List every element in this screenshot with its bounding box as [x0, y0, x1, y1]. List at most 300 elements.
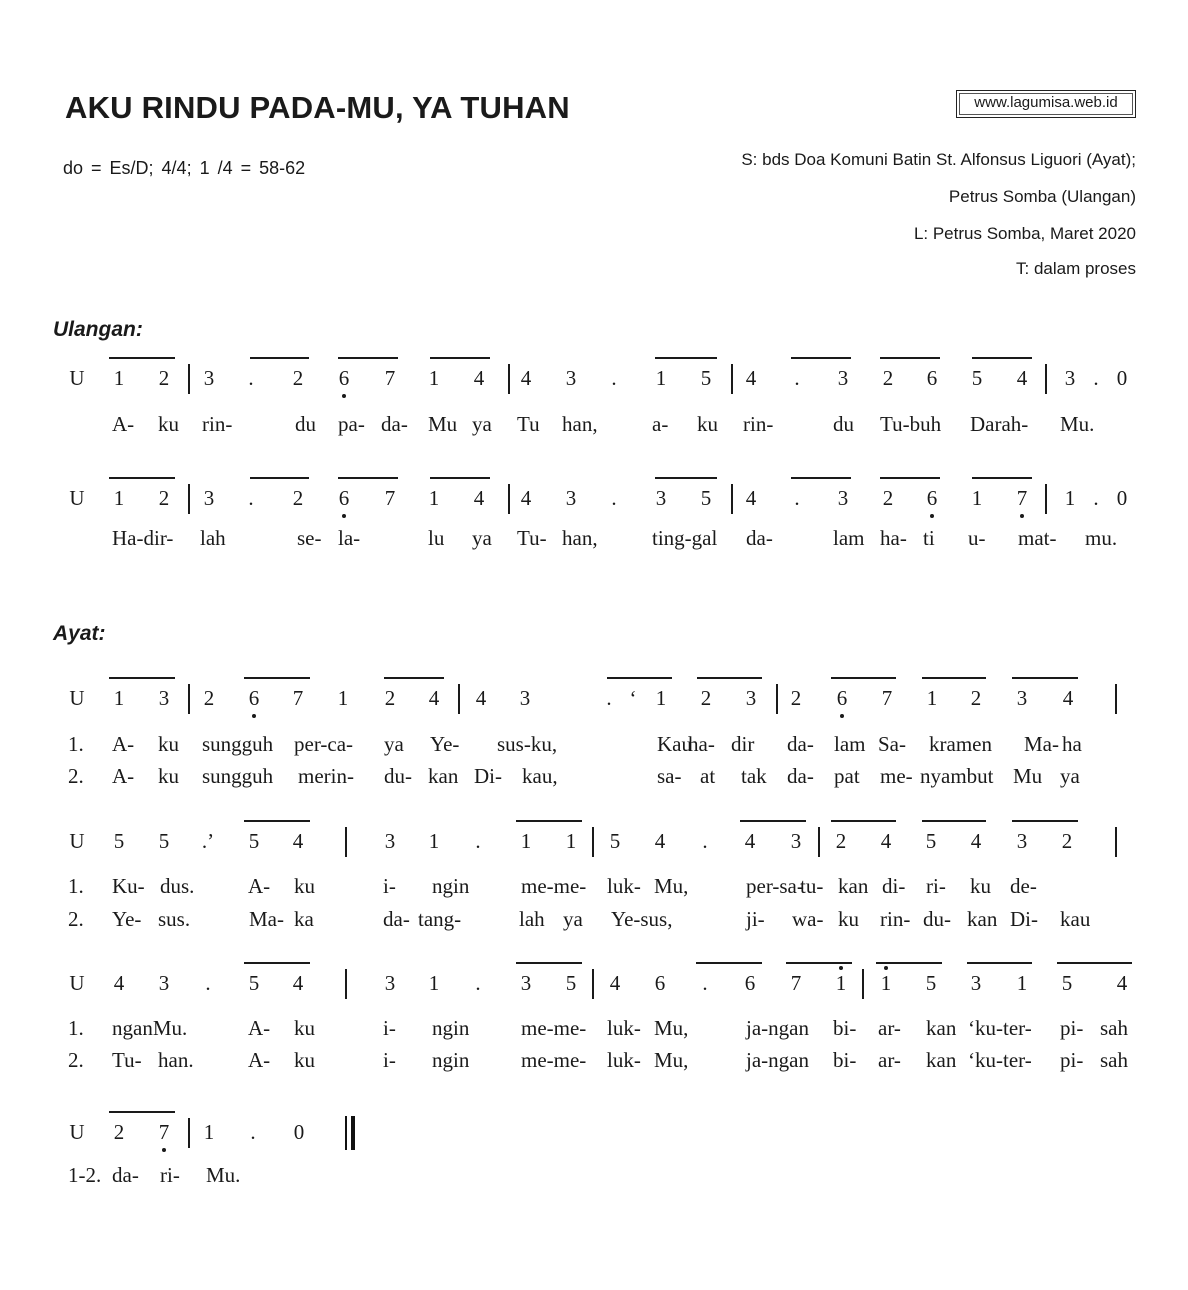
barline [345, 969, 347, 999]
octave-dot-low [252, 714, 256, 718]
note: . [606, 686, 612, 710]
beam-line [967, 962, 1032, 964]
lyric-syllable: da- [787, 764, 814, 788]
beam-line [1057, 962, 1132, 964]
lyric-syllable: i- [383, 1016, 396, 1040]
beam-line [109, 677, 175, 679]
lyric-syllable: sa- [657, 764, 682, 788]
note: 7 [292, 686, 304, 710]
note: 1 [337, 686, 349, 710]
note: 3 [837, 366, 849, 390]
lyric-syllable: wa- [792, 907, 824, 931]
note: 3 [203, 366, 215, 390]
lyric-syllable: Di- [474, 764, 502, 788]
octave-dot-low [342, 394, 346, 398]
note: U [69, 829, 85, 853]
lyric-syllable: ja-ngan [746, 1048, 809, 1072]
lyric-syllable: luk- [607, 1016, 641, 1040]
lyric-syllable: Mu, [654, 1016, 689, 1040]
verse-number: 1-2. [68, 1163, 102, 1187]
lyric-syllable: Tu- [112, 1048, 142, 1072]
octave-dot-low [342, 514, 346, 518]
lyric-syllable: bi- [833, 1048, 857, 1072]
octave-dot-low [1020, 514, 1024, 518]
note: 7 [790, 971, 802, 995]
lyric-syllable: di- [882, 874, 906, 898]
note: U [69, 366, 85, 390]
beam-line [516, 820, 582, 822]
note: 4 [292, 971, 304, 995]
note: 1 [835, 971, 847, 995]
lyric-syllable: kan [838, 874, 869, 898]
note: 6 [836, 686, 848, 710]
note: 1 [880, 971, 892, 995]
lyric-syllable: ri- [926, 874, 946, 898]
note: 3 [1064, 366, 1076, 390]
note: 3 [1016, 829, 1028, 853]
note: 5 [248, 829, 260, 853]
lyric-syllable: Mu, [654, 874, 689, 898]
lyric-syllable: me-me- [521, 874, 587, 898]
lyric-syllable: Tu [517, 412, 540, 436]
note: 3 [519, 686, 531, 710]
octave-dot-low [162, 1148, 166, 1152]
barline [731, 364, 733, 394]
beam-line [430, 357, 490, 359]
lyric-syllable: bi- [833, 1016, 857, 1040]
note: . [702, 971, 708, 995]
lyric-syllable: luk- [607, 1048, 641, 1072]
beam-line [876, 962, 942, 964]
lyric-syllable: kau [1060, 907, 1091, 931]
beam-line [244, 962, 310, 964]
verse-number: 2. [68, 764, 84, 788]
lyric-syllable: du [295, 412, 316, 436]
lyric-syllable: la- [338, 526, 361, 550]
note: 4 [520, 486, 532, 510]
lyric-syllable: lu [428, 526, 445, 550]
note: U [69, 971, 85, 995]
note: 5 [925, 971, 937, 995]
note: 3 [745, 686, 757, 710]
barline [776, 684, 778, 714]
note: 4 [428, 686, 440, 710]
lyric-syllable: Mu, [654, 1048, 689, 1072]
note: 5 [609, 829, 621, 853]
lyric-syllable: mu. [1085, 526, 1118, 550]
note: . [250, 1120, 256, 1144]
note: 1 [971, 486, 983, 510]
note: 5 [113, 829, 125, 853]
note: 5 [158, 829, 170, 853]
note: 5 [565, 971, 577, 995]
lyric-syllable: lam [834, 732, 866, 756]
lyric-syllable: Ye- [430, 732, 460, 756]
lyric-syllable: ha- [880, 526, 907, 550]
lyric-syllable: Darah- [970, 412, 1029, 436]
beam-line [244, 820, 310, 822]
note: 2 [835, 829, 847, 853]
lyric-syllable: han, [562, 526, 598, 550]
barline [1045, 484, 1047, 514]
lyric-syllable: A- [248, 874, 271, 898]
note: . [248, 366, 254, 390]
lyric-syllable: kan [967, 907, 998, 931]
lyric-syllable: sus-ku, [497, 732, 558, 756]
final-barline-thick [351, 1116, 355, 1150]
note: 5 [1061, 971, 1073, 995]
note: .’ [201, 829, 215, 853]
lyric-syllable: du- [923, 907, 951, 931]
note: 6 [248, 686, 260, 710]
note: . [205, 971, 211, 995]
lyric-syllable: tu- [800, 874, 824, 898]
note: 0 [1116, 366, 1128, 390]
note: 4 [292, 829, 304, 853]
lyric-syllable: ti [923, 526, 935, 550]
beam-line [791, 357, 851, 359]
note: 1 [655, 686, 667, 710]
lyric-syllable: nganMu. [112, 1016, 188, 1040]
lyric-syllable: ha [1062, 732, 1082, 756]
beam-line [244, 677, 310, 679]
lyric-syllable: ka [294, 907, 314, 931]
note: 7 [1016, 486, 1028, 510]
note: 2 [292, 486, 304, 510]
note: 4 [654, 829, 666, 853]
octave-dot-low [840, 714, 844, 718]
beam-line [338, 477, 398, 479]
note: 4 [745, 486, 757, 510]
note: 3 [384, 829, 396, 853]
lyric-syllable: Tu-buh [880, 412, 942, 436]
lyric-syllable: i- [383, 874, 396, 898]
note: 3 [384, 971, 396, 995]
note: 2 [1061, 829, 1073, 853]
lyric-syllable: ji- [746, 907, 765, 931]
lyric-syllable: mat- [1018, 526, 1057, 550]
lyric-syllable: ya [472, 526, 492, 550]
lyric-syllable: ngin [432, 874, 470, 898]
note: 3 [565, 366, 577, 390]
note: 2 [292, 366, 304, 390]
beam-line [831, 677, 896, 679]
note: U [69, 486, 85, 510]
verse-number: 1. [68, 874, 84, 898]
beam-line [430, 477, 490, 479]
note: 1 [113, 686, 125, 710]
lyric-syllable: rin- [202, 412, 233, 436]
lyric-syllable: ku [158, 764, 179, 788]
note: 4 [473, 366, 485, 390]
note: 4 [609, 971, 621, 995]
note: 0 [293, 1120, 305, 1144]
note: 1 [565, 829, 577, 853]
lyric-syllable: sungguh [202, 732, 274, 756]
lyric-syllable: u- [968, 526, 986, 550]
note: 4 [475, 686, 487, 710]
lyric-syllable: se- [297, 526, 322, 550]
lyric-syllable: A- [112, 732, 135, 756]
note: . [1093, 366, 1099, 390]
lyric-syllable: merin- [298, 764, 354, 788]
note: 4 [970, 829, 982, 853]
note: 3 [1016, 686, 1028, 710]
lyric-syllable: A- [248, 1016, 271, 1040]
lyric-syllable: da- [787, 732, 814, 756]
lyric-syllable: de- [1010, 874, 1037, 898]
barline [188, 1118, 190, 1148]
lyric-syllable: ngin [432, 1016, 470, 1040]
note: 4 [520, 366, 532, 390]
credit-ulangan: Petrus Somba (Ulangan) [948, 187, 1136, 206]
section-label-ayat: Ayat: [53, 622, 106, 645]
barline [188, 684, 190, 714]
barline [592, 827, 594, 857]
beam-line [1012, 677, 1078, 679]
note: 3 [565, 486, 577, 510]
lyric-syllable: A- [248, 1048, 271, 1072]
beam-line [740, 820, 806, 822]
barline [458, 684, 460, 714]
note: 4 [1116, 971, 1128, 995]
lyric-syllable: A- [112, 412, 135, 436]
note: . [702, 829, 708, 853]
note: 1 [203, 1120, 215, 1144]
beam-line [655, 357, 717, 359]
barline [1115, 827, 1117, 857]
barline [188, 484, 190, 514]
verse-number: 1. [68, 732, 84, 756]
lyric-syllable: dir [731, 732, 755, 756]
note: 2 [882, 486, 894, 510]
note: 1 [1064, 486, 1076, 510]
lyric-syllable: pi- [1060, 1048, 1084, 1072]
lyric-syllable: ku [970, 874, 991, 898]
lyric-syllable: Ye-sus, [611, 907, 673, 931]
note: 5 [248, 971, 260, 995]
note: 5 [925, 829, 937, 853]
note: 1 [1016, 971, 1028, 995]
beam-line [972, 357, 1032, 359]
note: 2 [970, 686, 982, 710]
lyric-syllable: a- [652, 412, 669, 436]
lyric-syllable: pi- [1060, 1016, 1084, 1040]
note: 3 [655, 486, 667, 510]
note: . [475, 829, 481, 853]
note: 1 [113, 486, 125, 510]
beam-line [384, 677, 444, 679]
lyric-syllable: sus. [158, 907, 191, 931]
note: 6 [926, 486, 938, 510]
lyric-syllable: ngin [432, 1048, 470, 1072]
lyric-syllable: ku [158, 412, 179, 436]
barline [731, 484, 733, 514]
lyric-syllable: sah [1100, 1048, 1128, 1072]
lyric-syllable: me-me- [521, 1016, 587, 1040]
barline [862, 969, 864, 999]
note: 6 [338, 366, 350, 390]
octave-dot-high [839, 966, 843, 970]
note: . [611, 366, 617, 390]
lyric-syllable: ku [294, 874, 315, 898]
lyric-syllable: Mu [428, 412, 458, 436]
lyric-syllable: ja-ngan [746, 1016, 809, 1040]
note: 4 [1016, 366, 1028, 390]
final-barline-thin [345, 1116, 347, 1150]
beam-line [109, 1111, 175, 1113]
note: 7 [158, 1120, 170, 1144]
note: . [611, 486, 617, 510]
barline [345, 827, 347, 857]
lyric-syllable: tang- [418, 907, 462, 931]
lyric-syllable: sah [1100, 1016, 1128, 1040]
note: . [475, 971, 481, 995]
lyric-syllable: kan [926, 1016, 957, 1040]
verse-number: 2. [68, 1048, 84, 1072]
note: 7 [384, 366, 396, 390]
lyric-syllable: me-me- [521, 1048, 587, 1072]
lyric-syllable: kan [428, 764, 459, 788]
lyric-syllable: ‘ku-ter- [968, 1016, 1032, 1040]
lyric-syllable: pa- [338, 412, 365, 436]
beam-line [655, 477, 717, 479]
note: 1 [428, 366, 440, 390]
barline [592, 969, 594, 999]
note: 5 [700, 486, 712, 510]
note: U [69, 1120, 85, 1144]
lyric-syllable: Kau [657, 732, 692, 756]
lyric-syllable: Ma- [249, 907, 284, 931]
note: 1 [520, 829, 532, 853]
note: 2 [158, 486, 170, 510]
note: U [69, 686, 85, 710]
lyric-syllable: du [833, 412, 854, 436]
note: 6 [744, 971, 756, 995]
note: 3 [970, 971, 982, 995]
note: 6 [338, 486, 350, 510]
note: . [794, 366, 800, 390]
lyric-syllable: at [700, 764, 716, 788]
barline [818, 827, 820, 857]
note: 0 [1116, 486, 1128, 510]
barline [1045, 364, 1047, 394]
lyric-syllable: ar- [878, 1016, 901, 1040]
lyric-syllable: Tu- [517, 526, 547, 550]
verse-number: 1. [68, 1016, 84, 1040]
tempo-key-info: do = Es/D; 4/4; 1 /4 = 58-62 [63, 158, 306, 178]
lyric-syllable: da- [381, 412, 408, 436]
note: 7 [384, 486, 396, 510]
beam-line [109, 477, 175, 479]
beam-line [880, 357, 940, 359]
barline [1115, 684, 1117, 714]
lyric-syllable: sungguh [202, 764, 274, 788]
note: 2 [790, 686, 802, 710]
lyric-syllable: tak [741, 764, 767, 788]
lyric-syllable: han, [562, 412, 598, 436]
note: 2 [384, 686, 396, 710]
note: 4 [113, 971, 125, 995]
lyric-syllable: han. [158, 1048, 194, 1072]
octave-dot-low [930, 514, 934, 518]
beam-line [696, 962, 762, 964]
lyric-syllable: A- [112, 764, 135, 788]
lyric-syllable: Mu [1013, 764, 1043, 788]
beam-line [697, 677, 762, 679]
lyric-syllable: ku [294, 1048, 315, 1072]
note: 4 [880, 829, 892, 853]
note: 1 [113, 366, 125, 390]
lyric-syllable: me- [880, 764, 913, 788]
note: 5 [971, 366, 983, 390]
lyric-syllable: kau, [522, 764, 558, 788]
lyric-syllable: lah [519, 907, 545, 931]
lyric-syllable: per-ca- [294, 732, 354, 756]
beam-line [922, 677, 986, 679]
note: 3 [837, 486, 849, 510]
beam-line [1012, 820, 1078, 822]
lyric-syllable: ya [384, 732, 404, 756]
note: 6 [926, 366, 938, 390]
beam-line [791, 477, 851, 479]
lyric-syllable: ku [697, 412, 718, 436]
note: 3 [158, 686, 170, 710]
note: 4 [1062, 686, 1074, 710]
lyric-syllable: ar- [878, 1048, 901, 1072]
credit-composer: L: Petrus Somba, Maret 2020 [913, 224, 1136, 243]
note: . [794, 486, 800, 510]
beam-line [972, 477, 1032, 479]
lyric-syllable: da- [383, 907, 410, 931]
note: 2 [700, 686, 712, 710]
lyric-syllable: Ku- [112, 874, 145, 898]
note: 4 [744, 829, 756, 853]
note: . [248, 486, 254, 510]
note: 3 [158, 971, 170, 995]
lyric-syllable: dus. [160, 874, 195, 898]
lyric-syllable: ku [158, 732, 179, 756]
note: 1 [428, 971, 440, 995]
lyric-syllable: ya [563, 907, 583, 931]
beam-line [250, 357, 309, 359]
note: 3 [790, 829, 802, 853]
lyric-syllable: Mu. [206, 1163, 241, 1187]
barline [508, 364, 510, 394]
note: 1 [428, 829, 440, 853]
lyric-syllable: ri- [160, 1163, 180, 1187]
lyric-syllable: ha- [688, 732, 715, 756]
beam-line [338, 357, 398, 359]
note: 2 [882, 366, 894, 390]
note: . [1093, 486, 1099, 510]
lyric-syllable: Di- [1010, 907, 1038, 931]
lyric-syllable: Ma- [1024, 732, 1059, 756]
lyric-syllable: Sa- [878, 732, 906, 756]
verse-number: 2. [68, 907, 84, 931]
lyric-syllable: ku [294, 1016, 315, 1040]
section-label-ulangan: Ulangan: [53, 318, 143, 341]
note: ‘ [629, 686, 637, 710]
note: 2 [158, 366, 170, 390]
note: 2 [203, 686, 215, 710]
lyric-syllable: luk- [607, 874, 641, 898]
note: 4 [473, 486, 485, 510]
note: 6 [654, 971, 666, 995]
beam-line [109, 357, 175, 359]
lyric-syllable: kan [926, 1048, 957, 1072]
note: 7 [881, 686, 893, 710]
